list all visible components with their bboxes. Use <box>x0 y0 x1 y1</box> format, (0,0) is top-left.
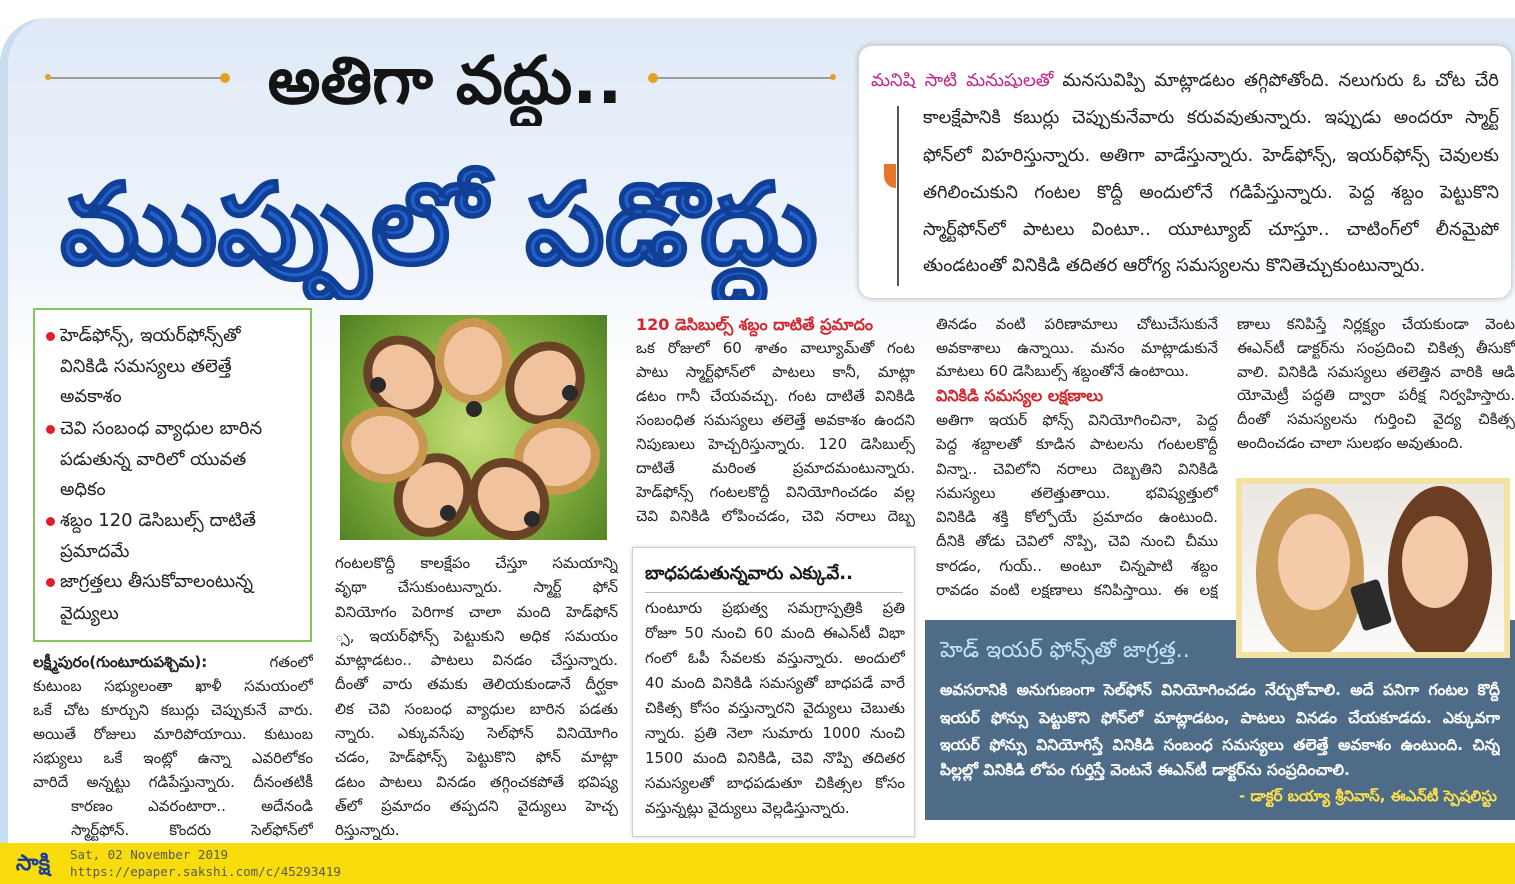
red-bullet-icon <box>46 578 55 587</box>
column-line: 1500 మంది వినికిడి, చెవి నొప్పి తదితర <box>645 749 905 767</box>
advice-line: ఇయర్ ఫోన్సు వినియోగిస్తే వినికిడి సంబంధ సమస్యలు తలెత్తే అవకాశం ఉంటుంది. చిన్న <box>940 736 1500 754</box>
intro-line: ఫోన్‌లో విహరిస్తున్నారు. అతిగా వాడేస్తున్నారు. హెడ్‌ఫోన్స్, ఇయర్‌ఫోన్స్ చెవులకు <box>923 145 1499 166</box>
red-bullet-icon <box>46 332 55 341</box>
section-heading-decibel: 120 డెసిబుల్స్ శబ్దం దాటితే ప్రమాదం <box>636 315 874 334</box>
column-line: ఒక రోజులో 60 శాతం వాల్యూమ్‌తో గంట <box>636 339 915 357</box>
photo-face <box>360 333 447 422</box>
column-line: పాటు స్మార్ట్‌ఫోన్‌లో పాటలు కానీ, మాట్లా <box>636 363 915 381</box>
column-line: సంబంధిత సమస్యలు తలెత్తే అవకాశం ఉందని <box>636 411 915 429</box>
intro-rule <box>897 106 899 286</box>
highlight-line: అవకాశం <box>60 386 122 407</box>
footer-bar <box>0 843 1515 884</box>
advice-line: అవసరానికి అనుగుణంగా సెల్‌ఫోన్ వినియోగించడం నేర్చుకోవాలి. అదే పనిగా గంటల కొద్దీ <box>940 681 1500 699</box>
photo-girls-with-earphones <box>1236 478 1510 658</box>
column-line <box>33 650 313 674</box>
highlight-line: చెవి సంబంధ వ్యాధుల బారిన <box>60 418 263 439</box>
column-line: చడం, హెడ్‌ఫోన్స్ పెట్టుకొని ఫోన్ మాట్లా <box>335 748 618 767</box>
intro-line <box>871 67 1499 95</box>
column-5 <box>1237 313 1515 456</box>
highlight-line: వినికిడి సమస్యలు తలెత్తే <box>60 356 232 377</box>
headphone-icon <box>466 401 482 417</box>
highlight-line: అధికం <box>60 479 106 500</box>
column-line: ్స, ఇయర్‌ఫోన్స్ పెట్టుకుని అధిక సమయం <box>335 626 618 645</box>
sakshi-logo: సాక్షి <box>15 851 51 876</box>
column-line: పెద్ద శబ్దాలతో కూడిన పాటలను గంటలకొద్దీ <box>936 435 1218 454</box>
headline-rule-left <box>48 77 224 79</box>
column-line: దీంతో సమస్యలను గుర్తించి వైద్య చికిత్స <box>1237 410 1515 429</box>
headline-dot-icon <box>830 74 836 80</box>
column-line: లిక చెవి సంబంధ వ్యాధుల బారిన పడతు <box>335 699 618 718</box>
photo-face <box>444 327 502 395</box>
highlight-line: పడుతున్న వారిలో యువత <box>60 449 247 470</box>
intro-box <box>858 45 1512 299</box>
headline-main: ముప్పులో పడొద్దు <box>60 160 818 290</box>
highlight-line: జాగ్రత్తలు తీసుకోవాలంటున్న <box>60 571 254 592</box>
column-line: దీంతో వారు తమకు తెలియకుండానే దీర్ఘకా <box>335 675 618 694</box>
column-line: కుటుంబ సభ్యులంతా ఖాళీ సమయంలో <box>33 677 313 695</box>
column-line: హెడ్‌ఫోన్స్ గంటలకొద్దీ వినియోగించడం వల్ల <box>636 483 915 501</box>
column-4-top <box>936 313 1218 384</box>
photo-face <box>346 411 423 480</box>
advice-line: ఇయర్ ఫోన్సు పెట్టుకొని ఫోన్‌లో మాట్లాడటం, పాటలు వినడం చేయకూడదు. ఎక్కువగా <box>940 709 1500 727</box>
headphone-icon <box>370 377 386 393</box>
column-line: వాలి. వినికిడి సమస్యలు తలెత్తిన వారికి ఆడి <box>1237 362 1515 381</box>
column-line: సభ్యులు ఒకే ఇంట్లో ఉన్నా ఎవరిలోకం <box>33 749 313 767</box>
footer-date: Sat, 02 November 2019 <box>70 847 229 862</box>
column-line: అవకాశాలు ఉన్నాయి. మనం మాట్లాడుకునే <box>936 338 1218 357</box>
column-3 <box>636 336 915 528</box>
section-heading-patients: బాధపడుతున్నవారు ఎక్కువే.. <box>645 563 853 584</box>
column-line: వినియోగం పెరిగాక చాలా మంది హెడ్‌ఫోన్ <box>335 602 618 621</box>
headphone-icon <box>562 385 578 401</box>
column-line: మాట్లాడటం.. పాటలు వినడం చేస్తున్నారు. <box>335 651 618 670</box>
photo-face <box>1402 516 1468 608</box>
advice-line: పిల్లల్లో వినికిడి లోపం గుర్తిస్తే వెంటనే ఈఎన్‌టీ డాక్టర్‌ను సంప్రదించాలి. <box>940 761 1350 779</box>
column-line: సమస్యలు తలెత్తుతాయి. భవిష్యత్తులో <box>936 483 1218 502</box>
photo-face <box>1278 514 1350 610</box>
column-line: స్మార్ట్‌ఫోన్. కొందరు సెల్‌ఫోన్‌లో <box>71 821 313 839</box>
column-line: కారడం, గుయ్.. అంటూ చిన్నపాటి శబ్దం <box>936 556 1218 575</box>
patients-box <box>632 547 915 837</box>
column-line: త్‌లో ప్రమాదం తప్పదని వైద్యులు హెచ్చ <box>335 796 618 815</box>
column-line: మాటలు 60 డెసిబుల్స్ శబ్దంతోనే ఉంటాయి. <box>936 362 1190 381</box>
column-line: రావడం వంటి లక్షణాలు కనిపిస్తాయి. ఈ లక్ష <box>936 581 1218 600</box>
section-heading-symptoms: వినికిడి సమస్యల లక్షణాలు <box>936 386 1104 405</box>
column-line: అయితే రోజులు మారిపోయాయి. కుటుంబ <box>33 725 313 743</box>
column-line: గంటలకొద్దీ కాలక్షేపం చేస్తూ సమయాన్ని <box>335 554 618 572</box>
column-line: వారిదే అన్నట్టు గడిపేస్తున్నారు. దీనంతటికీ <box>33 773 313 791</box>
headphone-icon <box>440 505 456 521</box>
patients-text <box>645 596 905 821</box>
phone-icon <box>1350 578 1393 631</box>
headline-dot-icon <box>45 74 51 80</box>
column-line: దీనికి తోడు చెవిలో నొప్పి, చెవి నుంచి చీము <box>936 532 1218 551</box>
column-line: చికిత్స కోసం వస్తున్నారని వైద్యులు చెబుతు <box>645 699 905 717</box>
intro-lead: మనిషి సాటి మనుషులతో <box>871 70 1054 91</box>
column-line: గుంటూరు ప్రభుత్వ సమగ్రాస్పత్రికి ప్రతి <box>645 599 905 617</box>
highlight-line: హెడ్‌ఫోన్స్, ఇయర్‌ఫోన్స్‌తో <box>60 325 241 346</box>
column-line: అందించడం చాలా సులభం అవుతుంది. <box>1237 433 1464 452</box>
intro-line: కాలక్షేపానికి కబుర్లు చెప్పుకునేవారు కరువవుతున్నారు. ఇప్పుడు అందరూ స్మార్ట్ <box>923 107 1499 128</box>
photo-teens-with-headphones <box>340 315 607 540</box>
column-2 <box>335 551 618 843</box>
column-line: గంలో ఓపీ సేవలకు వస్తున్నారు. అందులో <box>645 649 905 667</box>
column-line: రిస్తున్నారు. <box>335 821 400 840</box>
dateline: లక్ష్మీపురం(గుంటూరుపశ్చిమ): <box>33 653 208 671</box>
highlight-line: ప్రమాదమే <box>60 541 130 562</box>
highlight-line: వైద్యులు <box>60 603 119 624</box>
box-divider <box>645 592 903 593</box>
column-line-rest: గతంలో <box>269 653 313 671</box>
column-line: అతిగా ఇయర్ ఫోన్స్ వినియోగించినా, పెద్ద <box>936 411 1218 429</box>
column-line: ణాలు కనిపిస్తే నిర్లక్ష్యం చేయకుండా వెంట <box>1237 315 1515 333</box>
column-1 <box>33 650 313 842</box>
column-line: న్నారు. ప్రతి నెలా సుమారు 1000 నుంచి <box>645 724 905 742</box>
orange-quote-icon <box>884 164 896 188</box>
column-line: వృథా చేసుకుంటున్నారు. స్మార్ట్ ఫోన్ <box>335 578 618 597</box>
highlights-box <box>33 308 312 642</box>
column-line: నిపుణులు హెచ్చరిస్తున్నారు. 120 డెసిబుల్స్ <box>636 435 915 453</box>
advice-heading: హెడ్ ఇయర్ ఫోన్స్‌తో జాగ్రత్త.. <box>940 638 1190 663</box>
column-line: డటం పాటలు వినడం తగ్గించకపోతే భవిష్య <box>335 772 618 791</box>
column-line: కారణం ఎవరంటారా.. అదేనండి <box>71 797 313 815</box>
advice-byline: - డాక్టర్ బయ్యా శ్రీనివాస్, ఈఎన్‌టీ స్పెషలిస్టు <box>1238 787 1497 805</box>
intro-line: స్మార్ట్‌ఫోన్‌లో పాటలు వింటూ.. యూట్యూబ్ చూస్తూ.. చాటింగ్‌లో లీనమైపో <box>923 219 1499 240</box>
red-bullet-icon <box>46 517 55 526</box>
photo-face <box>502 339 589 428</box>
highlight-line: శబ్దం 120 డెసిబుల్స్ దాటితే <box>60 510 257 531</box>
column-line: వినికిడి శక్తి కోల్పోయే ప్రమాదం ఉంటుంది. <box>936 508 1218 527</box>
column-line: 40 మంది వినికిడి సమస్యతో బాధపడే వారే <box>645 674 905 692</box>
red-bullet-icon <box>46 425 55 434</box>
headline-dot-icon <box>220 73 230 83</box>
intro-first-rest: మనసువిప్పి మాట్లాడటం తగ్గిపోతోంది. నలుగురు ఓ చోట చేరి <box>1053 70 1499 91</box>
intro-line: తుండటంతో వినికిడి తదితర ఆరోగ్య సమస్యలను కొనితెచ్చుకుంటున్నారు. <box>923 255 1426 276</box>
column-line: యోమెట్రీ పద్ధతి ద్వారా పరీక్ష నిర్వహిస్తారు. <box>1237 386 1515 405</box>
column-line: దాటితే మరింత ప్రమాదమంటున్నారు. <box>636 459 915 477</box>
headline-rule-right <box>655 77 833 79</box>
column-line: సమస్యలతో బాధపడుతూ చికిత్సల కోసం <box>645 774 905 792</box>
column-line: తినడం వంటి పరిణామాలు చోటుచేసుకునే <box>936 315 1218 333</box>
headphone-icon <box>524 511 540 527</box>
column-line: వస్తున్నట్లు వైద్యులు వెల్లడిస్తున్నారు. <box>645 799 850 817</box>
intro-line: తగిలించుకుని గంటల కొద్దీ అందులోనే గడిపేస్తున్నారు. పెద్ద శబ్దం పెట్టుకొని <box>923 182 1499 203</box>
column-4 <box>936 408 1218 602</box>
column-line: చెవి వినికిడి లోపించడం, చెవి నరాలు దెబ్బ <box>636 507 915 525</box>
headline-kicker: అతిగా వద్దు.. <box>267 42 623 119</box>
column-line: న్నారు. ఎక్కువసేపు సెల్‌ఫోన్ వినియోగిం <box>335 724 618 743</box>
column-line: డటం గానీ చేయవచ్చు. గంట దాటితే వినికిడి <box>636 387 915 405</box>
footer-url: https://epaper.sakshi.com/c/45293419 <box>70 864 341 879</box>
column-line: ఒకే చోట కూర్చుని కబుర్లు చెప్పుకునే వారు. <box>33 701 313 719</box>
column-line: ఈఎన్‌టీ డాక్టర్‌ను సంప్రదించి చికిత్స తీసుకో <box>1237 338 1515 357</box>
column-line: రోజూ 50 నుంచి 60 మంది ఈఎన్‌టీ విభా <box>645 624 905 642</box>
column-line: విన్నా.. చెవిలోని నరాలు దెబ్బతిని వినికిడి <box>936 459 1218 478</box>
